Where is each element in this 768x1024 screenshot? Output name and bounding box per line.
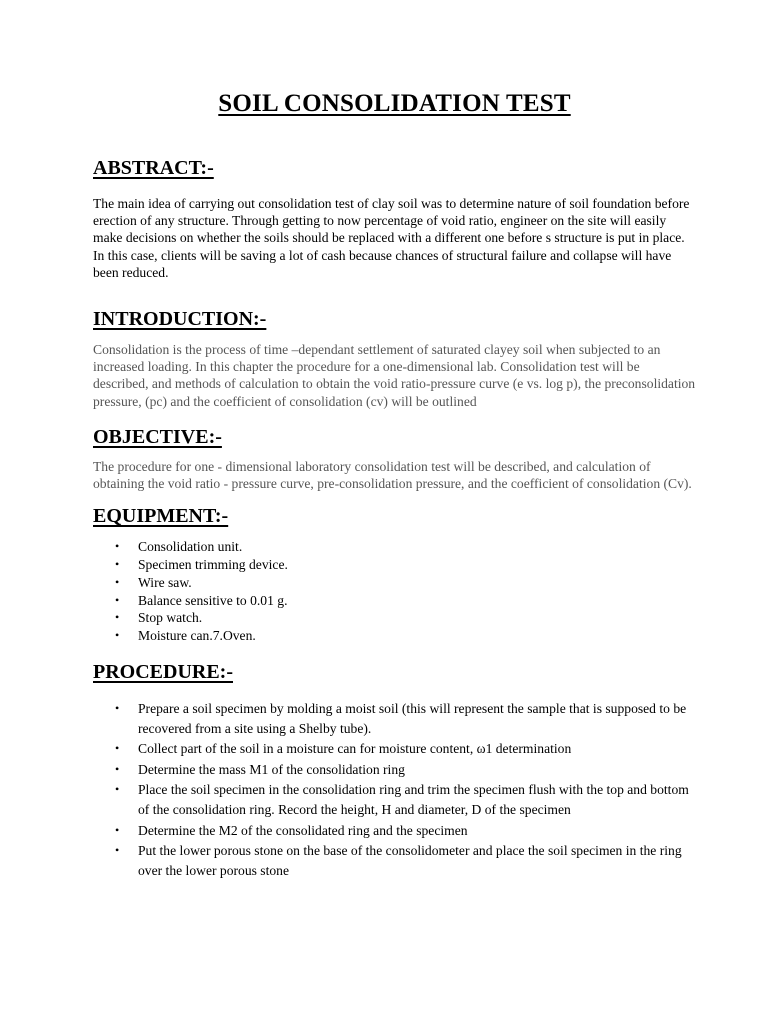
- list-item: [93, 592, 696, 610]
- list-item-text: Place the soil specimen in the consolidation ring and trim the specimen flush with the top and bottom of the consolidation ring. Record the height, H and diameter, D of the specimen: [138, 782, 689, 817]
- list-item-text: Collect part of the soil in a moisture can for moisture content, ω1 determination: [138, 741, 572, 757]
- list-item: [93, 699, 696, 738]
- bullet-icon: •: [115, 822, 120, 837]
- list-item-text: Determine the M2 of the consolidated ring and the specimen: [138, 822, 468, 838]
- list-item: [93, 538, 696, 556]
- bullet-icon: •: [115, 592, 120, 607]
- bullet-icon: •: [115, 557, 120, 572]
- bullet-icon: •: [115, 628, 120, 643]
- list-item-text: Wire saw.: [138, 574, 192, 590]
- procedure-heading: PROCEDURE:-: [93, 661, 233, 684]
- list-item: [93, 627, 696, 645]
- list-item-text: Determine the mass M1 of the consolidation ring: [138, 761, 405, 777]
- list-item-text: Put the lower porous stone on the base of the consolidometer and place the soil specimen in the ring over the lower porous stone: [138, 843, 682, 878]
- list-item: [93, 739, 696, 759]
- list-item-text: Moisture can.7.Oven.: [138, 628, 256, 644]
- abstract-paragraph: The main idea of carrying out consolidation test of clay soil was to determine nature of soil foundation before erection of any structure. Through getting to now percentage of void ratio, engineer on the site will easily make decisions on whether the soils should be replaced with a different one before s structure is put in place. In this case, clients will be saving a lot of cash because chances of structural failure and collapse will have been reduced.: [93, 196, 690, 280]
- list-item: [93, 821, 696, 841]
- bullet-icon: •: [115, 701, 120, 716]
- list-item-text: Balance sensitive to 0.01 g.: [138, 592, 288, 608]
- procedure-list: [93, 699, 696, 880]
- bullet-icon: •: [115, 610, 120, 625]
- bullet-icon: •: [115, 741, 120, 756]
- list-item: [93, 780, 696, 819]
- abstract-heading: ABSTRACT:-: [93, 157, 214, 179]
- list-item-text: Consolidation unit.: [138, 539, 243, 555]
- bullet-icon: •: [115, 574, 120, 589]
- equipment-heading: EQUIPMENT:-: [93, 505, 229, 528]
- list-item-text: Stop watch.: [138, 610, 203, 626]
- list-item-text: Prepare a soil specimen by molding a moist soil (this will represent the sample that is supposed to be recovered from a site using a Shelby tube).: [138, 701, 687, 736]
- list-item: [93, 760, 696, 780]
- list-item: [93, 574, 696, 592]
- bullet-icon: •: [115, 761, 120, 776]
- list-item-text: Specimen trimming device.: [138, 557, 288, 573]
- equipment-list: [93, 538, 696, 645]
- objective-heading: OBJECTIVE:-: [93, 425, 222, 448]
- list-item: [93, 841, 696, 880]
- list-item: [93, 609, 696, 627]
- introduction-paragraph: Consolidation is the process of time –dependant settlement of saturated clayey soil when subjected to an increased loading. In this chapter the procedure for a one-dimensional lab. Consolidation test will be described, and methods of calculation to obtain the void ratio-pressure curve (e vs. log p), the preconsolidation pressure, (pc) and the coefficient of consolidation (cv) will be outlined: [93, 342, 696, 409]
- bullet-icon: •: [115, 539, 120, 554]
- objective-paragraph: The procedure for one - dimensional laboratory consolidation test will be described, and calculation of obtaining the void ratio - pressure curve, pre-consolidation pressure, and the coefficient of consolidation (Cv).: [93, 458, 692, 492]
- introduction-heading: INTRODUCTION:-: [93, 308, 267, 331]
- bullet-icon: •: [115, 782, 120, 797]
- bullet-icon: •: [115, 843, 120, 858]
- list-item: [93, 556, 696, 574]
- document-title: SOIL CONSOLIDATION TEST: [218, 90, 571, 117]
